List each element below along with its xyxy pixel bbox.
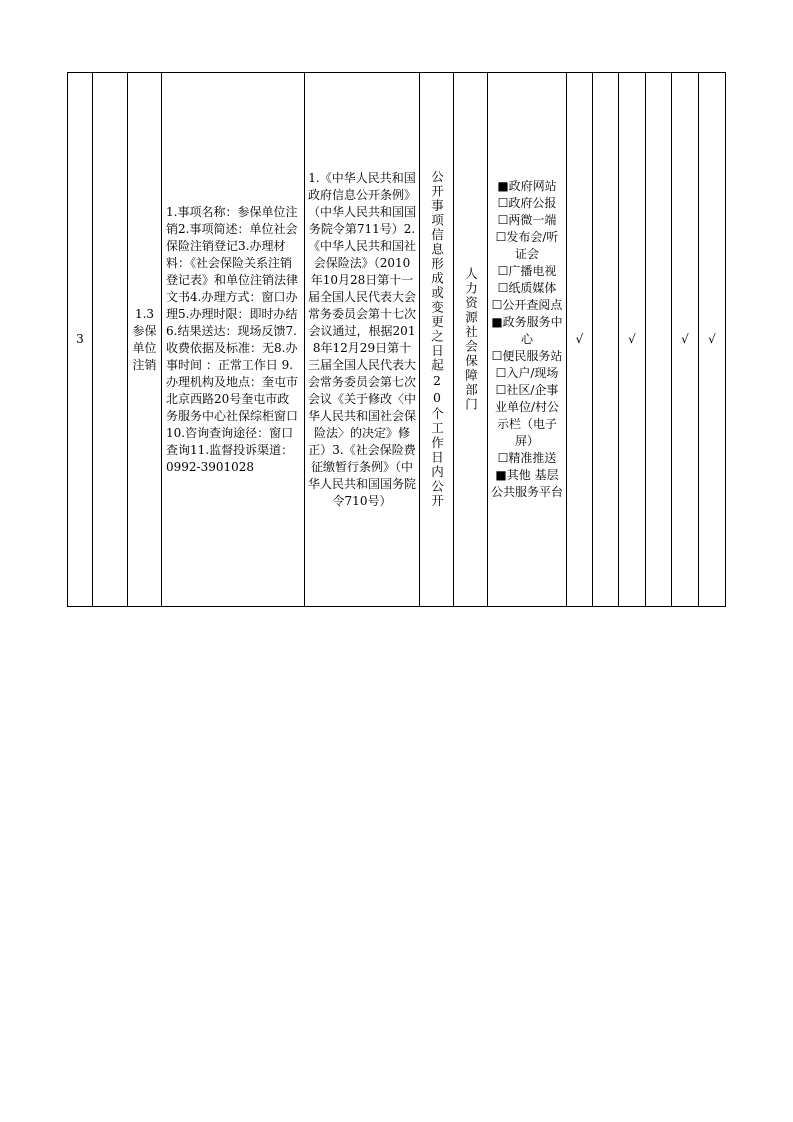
row-number: 3 (68, 73, 93, 607)
channel-item: ☐纸质媒体 (497, 281, 557, 295)
item-name-line: 注销 (132, 357, 157, 372)
time-limit-text: 公开事项信息形成或变更之日起20个工作日内公开 (429, 170, 445, 509)
check-mark-cell: √ (699, 73, 726, 607)
table-row (68, 73, 726, 607)
department-text: 人力资源社会保障部门 (463, 267, 479, 412)
channel-item: ☐精准推送 (497, 451, 557, 465)
empty-cell (93, 73, 128, 607)
check-mark-cell: √ (567, 73, 593, 607)
time-limit-cell (420, 73, 454, 607)
department-cell (454, 73, 488, 607)
item-content: 1.事项名称：参保单位注销2.事项简述：单位社会保险注销登记3.办理材料：《社会保险关系注销登记表》和单位注销法律文书4.办理方式：窗口办理5.办理时限：即时办结6.结果送达：现场反馈7.收费依据及标准：无8.办事时间 ：正常工作日 9.办理机构及地点：奎屯市北京西路20号奎屯市政务服务中心社保综柜窗口10.咨询查询途径：窗口查询11.监督投诉渠道：0992-3901028 (162, 73, 305, 607)
item-name-line: 单位 (132, 340, 157, 355)
channels-cell (488, 73, 567, 607)
check-mark-cell: √ (672, 73, 699, 607)
check-mark-cell (646, 73, 672, 607)
check-mark-cell (593, 73, 619, 607)
channel-item: ■政府网站 (497, 179, 557, 193)
channel-item: ☐政府公报 (497, 196, 557, 210)
channel-item: ☐社区/企事业单位/村公示栏（电子屏） (494, 383, 560, 448)
channel-item: ☐两微一端 (497, 213, 557, 227)
item-name-line: 参保 (132, 323, 157, 338)
item-name-cell (128, 73, 162, 607)
channel-item: ☐广播电视 (497, 264, 557, 278)
item-name-line: 1.3 (134, 306, 155, 321)
disclosure-table (67, 72, 726, 607)
channel-item: ☐发布会/听证会 (495, 230, 559, 261)
check-mark-cell: √ (619, 73, 646, 607)
channel-item: ■其他 基层公共服务平台 (490, 468, 563, 499)
channel-item: ☐公开查阅点 ■政务服务中心 (491, 298, 563, 346)
legal-basis: 1.《中华人民共和国政府信息公开条例》（中华人民共和国国务院令第711号）2.《中华人民共和国社会保险法》（2010年10月28日第十一届全国人民代表大会常务委员会第十七次会议通过，根据2018年12月29日第十三届全国人民代表大会常务委员会第七次会议《关于修改〈中华人民共和国社会保险法〉的决定》修正）3.《社会保险费征缴暂行条例》（中华人民共和国国务院令710号） (305, 73, 420, 607)
channel-item: ☐便民服务站 ☐入户/现场 (491, 349, 563, 380)
